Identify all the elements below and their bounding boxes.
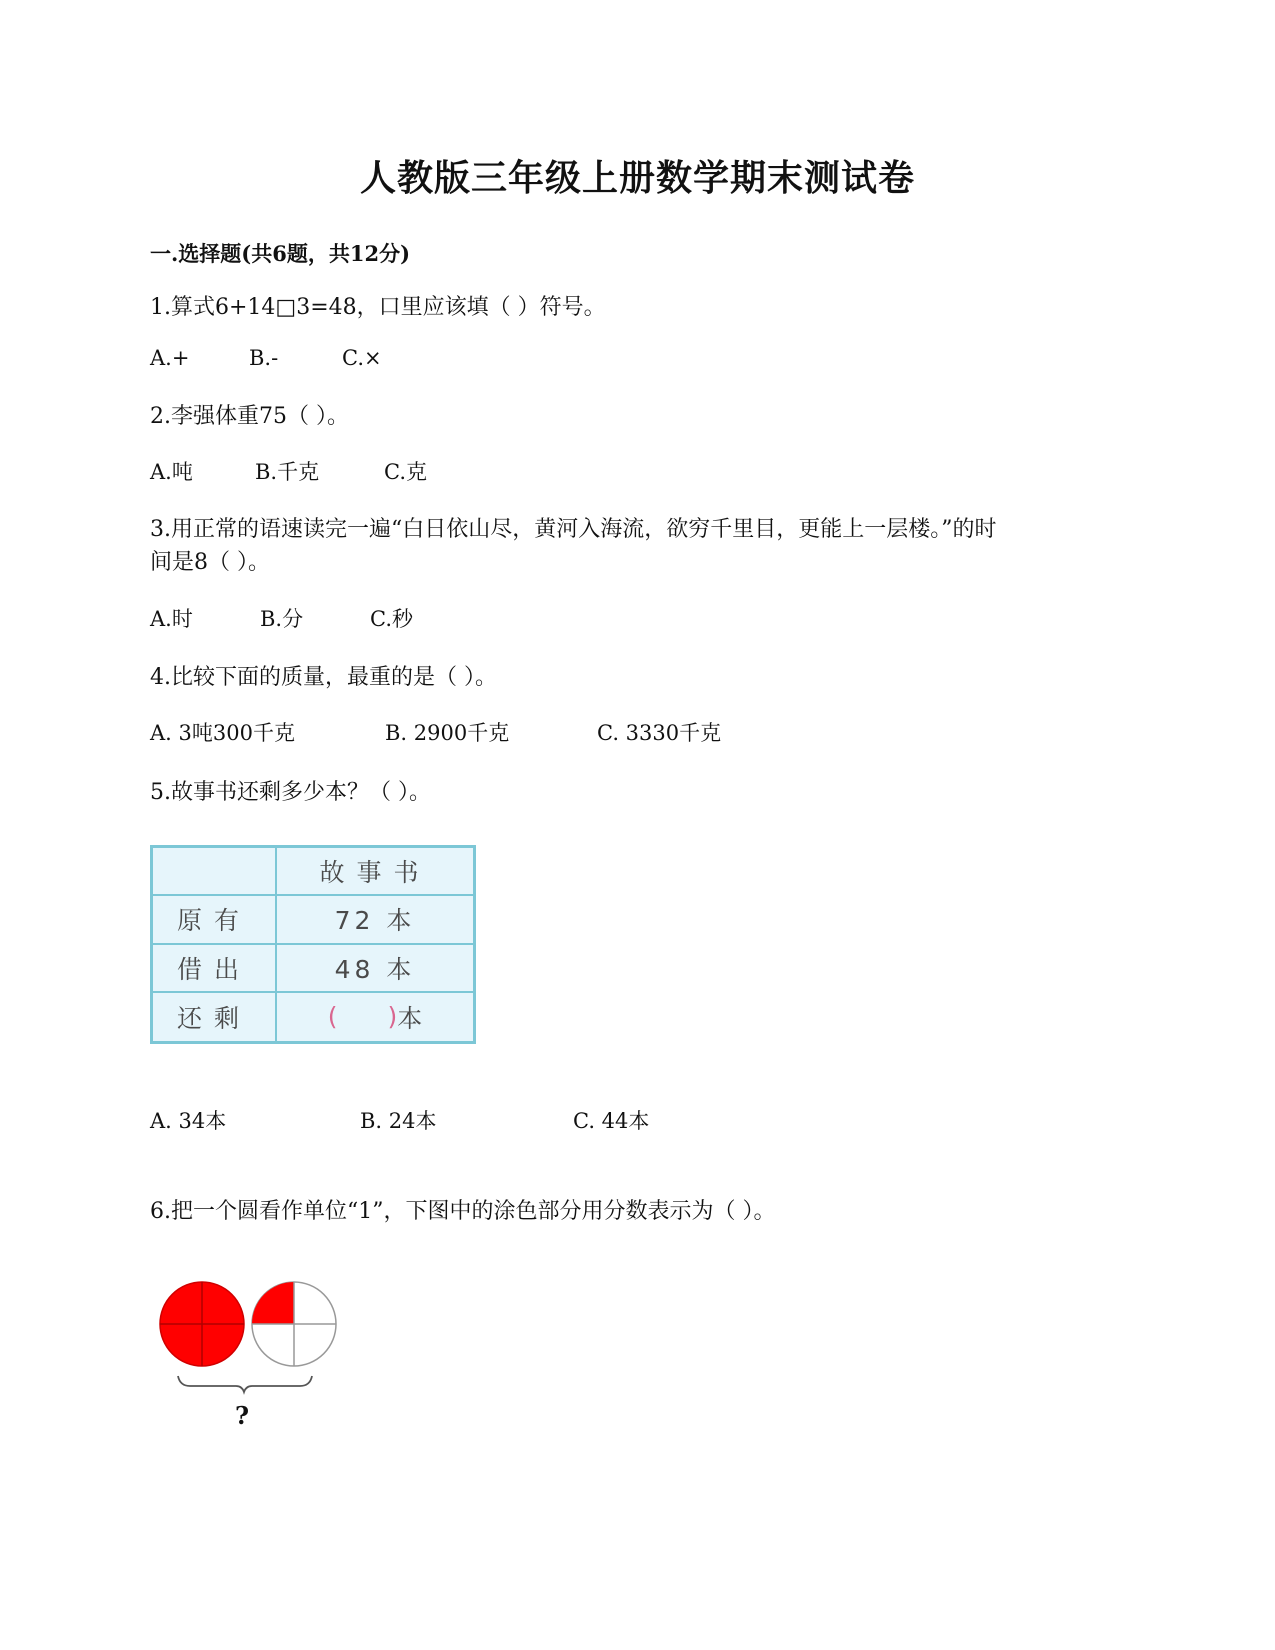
q5-option-c: C. 44本	[573, 1109, 650, 1133]
table-label-remaining: 还剩	[153, 993, 277, 1041]
question-1: 1.算式6+14□3=48，口里应该填（ ）符号。	[150, 295, 606, 320]
q5-option-a: A. 34本	[150, 1109, 227, 1133]
question-4: 4.比较下面的质量，最重的是（ ）。	[150, 665, 497, 690]
q4-option-c: C. 3330千克	[597, 721, 722, 745]
brace-icon	[178, 1376, 312, 1392]
table-value-borrowed: 48 本	[277, 945, 473, 993]
answer-unit: 本	[397, 1003, 423, 1033]
answer-paren-open: (	[327, 1002, 338, 1032]
q2-option-a: A.吨	[150, 460, 193, 484]
table-corner-cell	[153, 848, 277, 896]
story-book-table	[150, 845, 476, 1044]
q4-option-a: A. 3吨300千克	[150, 721, 295, 745]
q3-option-c: C.秒	[370, 607, 413, 631]
table-header-story-book: 故事书	[277, 848, 473, 896]
q2-option-b: B.千克	[255, 460, 320, 484]
q1-option-b: B.-	[249, 346, 279, 370]
question-3-line-2: 间是8（ ）。	[150, 550, 270, 575]
fraction-circles-figure	[150, 1270, 350, 1430]
table-label-original: 原有	[153, 896, 277, 944]
question-2: 2.李强体重75（ ）。	[150, 404, 349, 429]
q5-option-b: B. 24本	[360, 1109, 437, 1133]
q1-option-a: A.+	[150, 346, 190, 370]
page-title: 人教版三年级上册数学期末测试卷	[359, 157, 915, 199]
table-value-remaining	[277, 993, 473, 1041]
table-label-borrowed: 借出	[153, 945, 277, 993]
quarter-shaded-circle	[252, 1282, 336, 1366]
question-mark: ?	[234, 1401, 250, 1430]
question-5: 5.故事书还剩多少本？（ ）。	[150, 780, 431, 805]
section-heading: 一.选择题(共6题，共12分)	[150, 241, 411, 266]
q1-option-c: C.×	[342, 346, 382, 370]
answer-paren-close: )	[387, 1002, 398, 1032]
q3-option-a: A.时	[150, 607, 193, 631]
question-3-line-1: 3.用正常的语速读完一遍“白日依山尽，黄河入海流，欲穷千里目，更能上一层楼。”的时	[150, 517, 997, 542]
question-6: 6.把一个圆看作单位“1”，下图中的涂色部分用分数表示为（ ）。	[150, 1199, 776, 1224]
q4-option-b: B. 2900千克	[385, 721, 510, 745]
table-value-original: 72 本	[277, 896, 473, 944]
q2-option-c: C.克	[384, 460, 427, 484]
full-shaded-circle	[160, 1282, 244, 1366]
q3-option-b: B.分	[260, 607, 304, 631]
